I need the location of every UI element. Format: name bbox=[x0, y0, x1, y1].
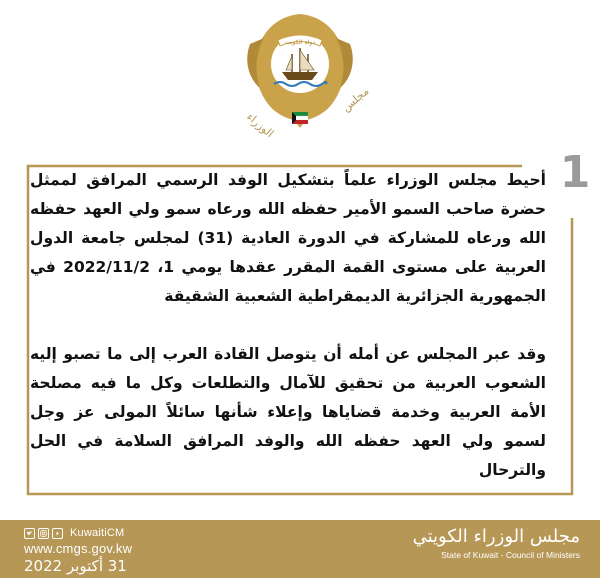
emblem-label-right: الوزراء bbox=[244, 110, 277, 141]
paragraph-2: وقد عبر المجلس عن أمله أن يتوصل القادة العرب إلى ما تصبو إليه الشعوب العربية من تحقيق للآمال والتطلعات وكل ما فيه مصلحة الأمة العربية وخدمة قضاياها وإعلاء شأنها سائلاً المولى عز وجل لسمو ولي العهد حفظه الله والوفد المرافق السلامة في الحل والترحال bbox=[30, 345, 546, 479]
emblem-banner: دولة الكويت bbox=[285, 39, 315, 46]
website-link[interactable]: www.cmgs.gov.kw bbox=[24, 541, 133, 556]
emblem-label-left: مجلس bbox=[339, 84, 372, 115]
paragraph-1: أحيط مجلس الوزراء علماً بتشكيل الوفد الرسمي المرافق لممثل حضرة صاحب السمو الأمير حفظه الله ورعاه سمو ولي العهد حفظه الله ورعاه للمشاركة في الدورة العادية (31) لمجلس جامعة الدول العربية على مستوى القمة المقرر عقدها يومي 1، 2022/11/2 في الجمهورية الجزائرية الديمقراطية الشعبية الشقيقة bbox=[30, 171, 546, 305]
social-handle[interactable]: KuwaitiCM bbox=[70, 527, 125, 539]
post-number: 1 bbox=[559, 147, 591, 198]
youtube-icon[interactable] bbox=[52, 528, 63, 539]
kuwait-emblem-icon bbox=[228, 8, 372, 152]
footer-brand bbox=[380, 526, 580, 570]
announcement-body bbox=[30, 166, 546, 485]
instagram-icon[interactable] bbox=[38, 528, 49, 539]
post-date: 31 أكتوبر 2022 bbox=[24, 557, 127, 575]
footer-bar bbox=[0, 520, 600, 578]
footer-title: مجلس الوزراء الكويتي bbox=[412, 526, 580, 547]
footer-contact bbox=[24, 526, 244, 574]
twitter-icon[interactable] bbox=[24, 528, 35, 539]
social-links bbox=[24, 526, 244, 540]
footer-subtitle: State of Kuwait - Council of Ministers bbox=[441, 550, 580, 560]
